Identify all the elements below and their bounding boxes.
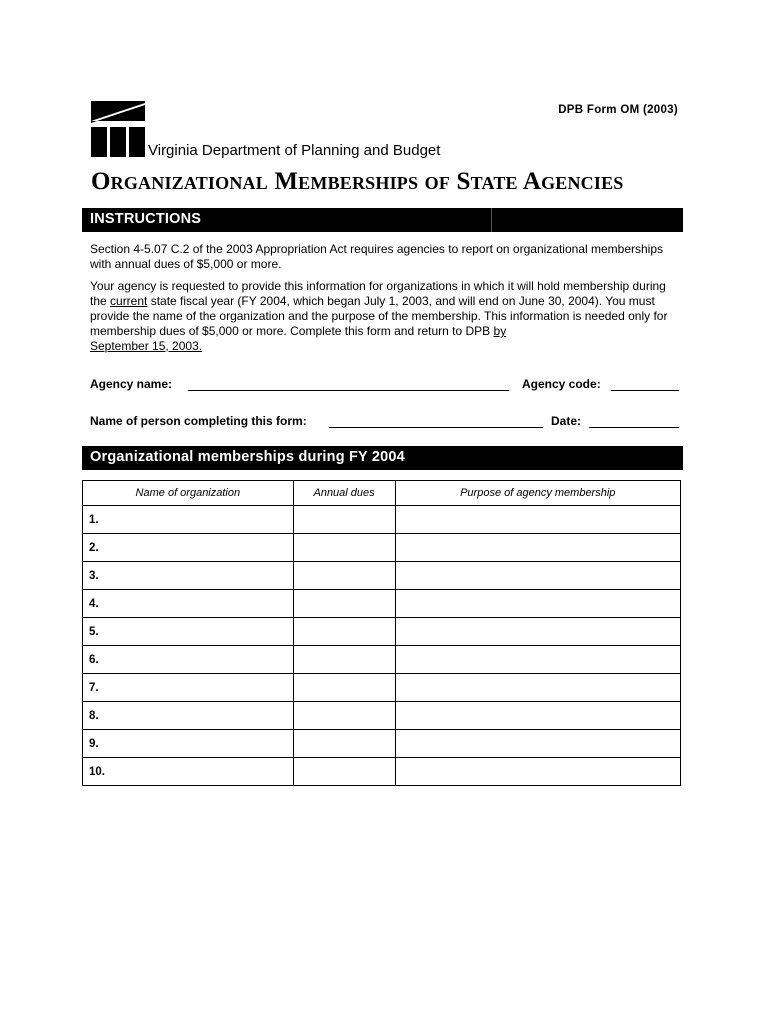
header-divider	[491, 208, 492, 232]
column-header-name: Name of organization	[83, 481, 294, 506]
person-name-field[interactable]	[329, 427, 543, 428]
agency-name-field[interactable]	[188, 390, 509, 391]
annual-dues-cell[interactable]	[293, 674, 395, 702]
memberships-heading: Organizational memberships during FY 2004	[90, 449, 405, 465]
table-row	[83, 758, 681, 786]
memberships-table	[82, 480, 681, 786]
instructions-heading: INSTRUCTIONS	[90, 211, 202, 227]
date-label: Date:	[551, 414, 582, 428]
purpose-cell[interactable]	[395, 506, 681, 534]
table-row	[83, 590, 681, 618]
purpose-cell[interactable]	[395, 674, 681, 702]
row-number-cell[interactable]: 2.	[83, 534, 294, 562]
para2-by: by	[493, 324, 507, 338]
instructions-paragraph-1: Section 4-5.07 C.2 of the 2003 Appropriation Act requires agencies to report on organizational memberships with annual dues of $5,000 or more.	[90, 242, 664, 271]
purpose-cell[interactable]	[395, 618, 681, 646]
purpose-cell[interactable]	[395, 590, 681, 618]
annual-dues-cell[interactable]	[293, 646, 395, 674]
annual-dues-cell[interactable]	[293, 506, 395, 534]
table-header-row	[83, 481, 681, 506]
instructions-paragraph-2	[90, 279, 680, 354]
para2-text-b: state fiscal year (FY 2004, which began July 1, 2003, and will end on June 30, 2004). You must provide the name of the organization and the purpose of the membership. This information is needed only for membership dues of $5,000 or more. Complete this form and return to DPB	[90, 294, 668, 338]
table-row	[83, 562, 681, 590]
row-number-cell[interactable]: 5.	[83, 618, 294, 646]
table-row	[83, 674, 681, 702]
page-title: Organizational Memberships of State Agencies	[91, 168, 624, 195]
annual-dues-cell[interactable]	[293, 730, 395, 758]
person-name-label: Name of person completing this form:	[90, 414, 307, 428]
para2-text-a: Your agency is requested to provide this information for organizations in which it will hold membership during the	[90, 279, 666, 308]
memberships-header	[82, 446, 683, 470]
row-number-cell[interactable]: 7.	[83, 674, 294, 702]
table-row	[83, 506, 681, 534]
purpose-cell[interactable]	[395, 534, 681, 562]
table-row	[83, 646, 681, 674]
table-row	[83, 702, 681, 730]
row-number-cell[interactable]: 3.	[83, 562, 294, 590]
row-number-cell[interactable]: 4.	[83, 590, 294, 618]
organization-name: Virginia Department of Planning and Budget	[148, 142, 441, 159]
annual-dues-cell[interactable]	[293, 562, 395, 590]
table-row	[83, 618, 681, 646]
table-row	[83, 730, 681, 758]
purpose-cell[interactable]	[395, 730, 681, 758]
agency-code-field[interactable]	[611, 390, 679, 391]
purpose-cell[interactable]	[395, 702, 681, 730]
agency-name-label: Agency name:	[90, 377, 173, 391]
annual-dues-cell[interactable]	[293, 758, 395, 786]
row-number-cell[interactable]: 8.	[83, 702, 294, 730]
table-row	[83, 534, 681, 562]
row-number-cell[interactable]: 10.	[83, 758, 294, 786]
instructions-header	[82, 208, 683, 232]
column-header-purpose: Purpose of agency membership	[395, 481, 681, 506]
purpose-cell[interactable]	[395, 562, 681, 590]
purpose-cell[interactable]	[395, 646, 681, 674]
column-header-dues: Annual dues	[293, 481, 395, 506]
purpose-cell[interactable]	[395, 758, 681, 786]
para2-current: current	[110, 294, 148, 308]
form-id: DPB Form OM (2003)	[558, 104, 678, 116]
dpb-logo-icon	[91, 101, 145, 157]
annual-dues-cell[interactable]	[293, 590, 395, 618]
date-field[interactable]	[589, 427, 679, 428]
row-number-cell[interactable]: 9.	[83, 730, 294, 758]
para2-deadline: September 15, 2003.	[90, 339, 203, 353]
agency-code-label: Agency code:	[522, 377, 601, 391]
row-number-cell[interactable]: 6.	[83, 646, 294, 674]
annual-dues-cell[interactable]	[293, 534, 395, 562]
row-number-cell[interactable]: 1.	[83, 506, 294, 534]
annual-dues-cell[interactable]	[293, 702, 395, 730]
annual-dues-cell[interactable]	[293, 618, 395, 646]
